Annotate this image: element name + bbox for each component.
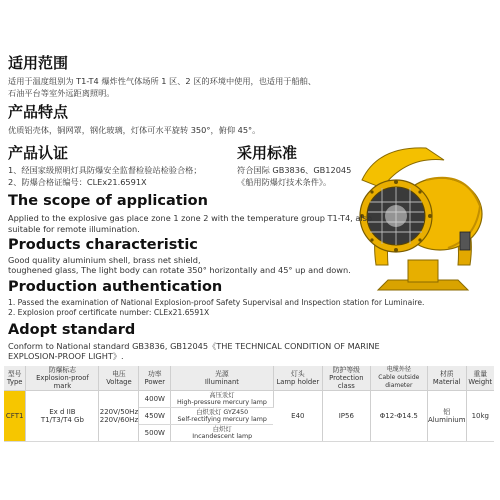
protection-cell: IP56: [323, 391, 371, 442]
standard-line-zh-1: 符合国际 GB3836、GB12045: [237, 165, 352, 175]
header-type: 型号 Type: [4, 366, 26, 391]
features-text-en-1: Good quality aluminium shell, brass net shield,: [8, 255, 201, 265]
adopt-text-en-1: Conform to National standard GB3836, GB12045《THE TECHNICAL CONDITION OF MARINE: [8, 341, 380, 351]
features-text-en-2: toughened glass, The light body can rotate 350° horizontally and 45° up and down.: [8, 265, 351, 275]
voltage-cell: 220V/50Hz 220V/60Hz: [99, 391, 139, 442]
cert-line-zh-2: 2、防爆合格证编号：CLEx21.6591X: [8, 177, 147, 187]
header-cable: 电缆外径 Cable outside diameter: [370, 366, 427, 391]
cert-title-zh: 产品认证: [8, 144, 69, 162]
table-header-row: [4, 366, 494, 391]
illuminant-cell: 白炽灯 Incandescent lamp: [171, 425, 274, 442]
auth-line-en-1: 1. Passed the examination of National Explosion-proof Safety Supervisal and Inspection station for Luminaire.: [8, 298, 425, 307]
auth-line-en-2: 2. Explosion proof certificate number: CLEx21.6591X: [8, 308, 210, 317]
adopt-text-en-2: EXPLOSION-PROOF LIGHT》.: [8, 351, 124, 361]
scope-title-en: The scope of application: [8, 193, 208, 209]
lamp-holder-cell: E40: [273, 391, 322, 442]
header-protection: 防护等级 Protection class: [323, 366, 371, 391]
material-cell: 铝 Aluminium: [427, 391, 466, 442]
ex-mark-cell: Ex d IIB T1/T3/T4 Gb: [26, 391, 99, 442]
illuminant-cell: 高压汞灯 High-pressure mercury lamp: [171, 391, 274, 408]
scope-text-zh-1: 适用于温度组别为 T1-T4 爆炸性气体场所 1 区、2 区的环境中使用，也适用于船舶、: [8, 76, 317, 86]
features-title-zh: 产品特点: [8, 103, 69, 121]
auth-title-en: Production authentication: [8, 279, 223, 295]
cable-cell: Φ12-Φ14.5: [370, 391, 427, 442]
features-title-en: Products characteristic: [8, 237, 198, 253]
header-power: 功率 Power: [139, 366, 171, 391]
header-material: 材质 Material: [427, 366, 466, 391]
header-lamp-holder: 灯头 Lamp holder: [273, 366, 322, 391]
features-text-zh: 优质铝壳体，铜网罩，钢化玻璃，灯体可水平旋转 350°，俯仰 45°。: [8, 125, 261, 135]
scope-text-en-1: Applied to the explosive gas place zone 1 zone 2 with the temperature group T1-T4, also: [8, 213, 372, 223]
illuminant-cell: 白炽汞灯 GYZ450 Self-rectifying mercury lamp: [171, 408, 274, 425]
table-row: [4, 391, 494, 408]
standard-title-zh: 采用标准: [237, 144, 298, 162]
power-cell: 500W: [139, 425, 171, 442]
type-cell: CFT1: [4, 391, 26, 442]
cert-line-zh-1: 1、经国家级照明灯具防爆安全监督检验站检验合格；: [8, 165, 202, 175]
power-cell: 450W: [139, 408, 171, 425]
scope-text-en-2: suitable for remote illumination.: [8, 224, 140, 234]
scope-text-zh-2: 石油平台等室外远距离照明。: [8, 88, 115, 98]
spec-table: [4, 366, 494, 442]
power-cell: 400W: [139, 391, 171, 408]
header-illuminant: 光源 Illuminant: [171, 366, 274, 391]
header-ex-mark: 防爆标志 Explosion-proof mark: [26, 366, 99, 391]
scope-title-zh: 适用范围: [8, 54, 69, 72]
standard-line-zh-2: 《船用防爆灯技术条件》。: [237, 177, 332, 187]
weight-cell: 10kg: [466, 391, 494, 442]
adopt-title-en: Adopt standard: [8, 322, 136, 338]
header-voltage: 电压 Voltage: [99, 366, 139, 391]
header-weight: 重量 Weight: [466, 366, 494, 391]
